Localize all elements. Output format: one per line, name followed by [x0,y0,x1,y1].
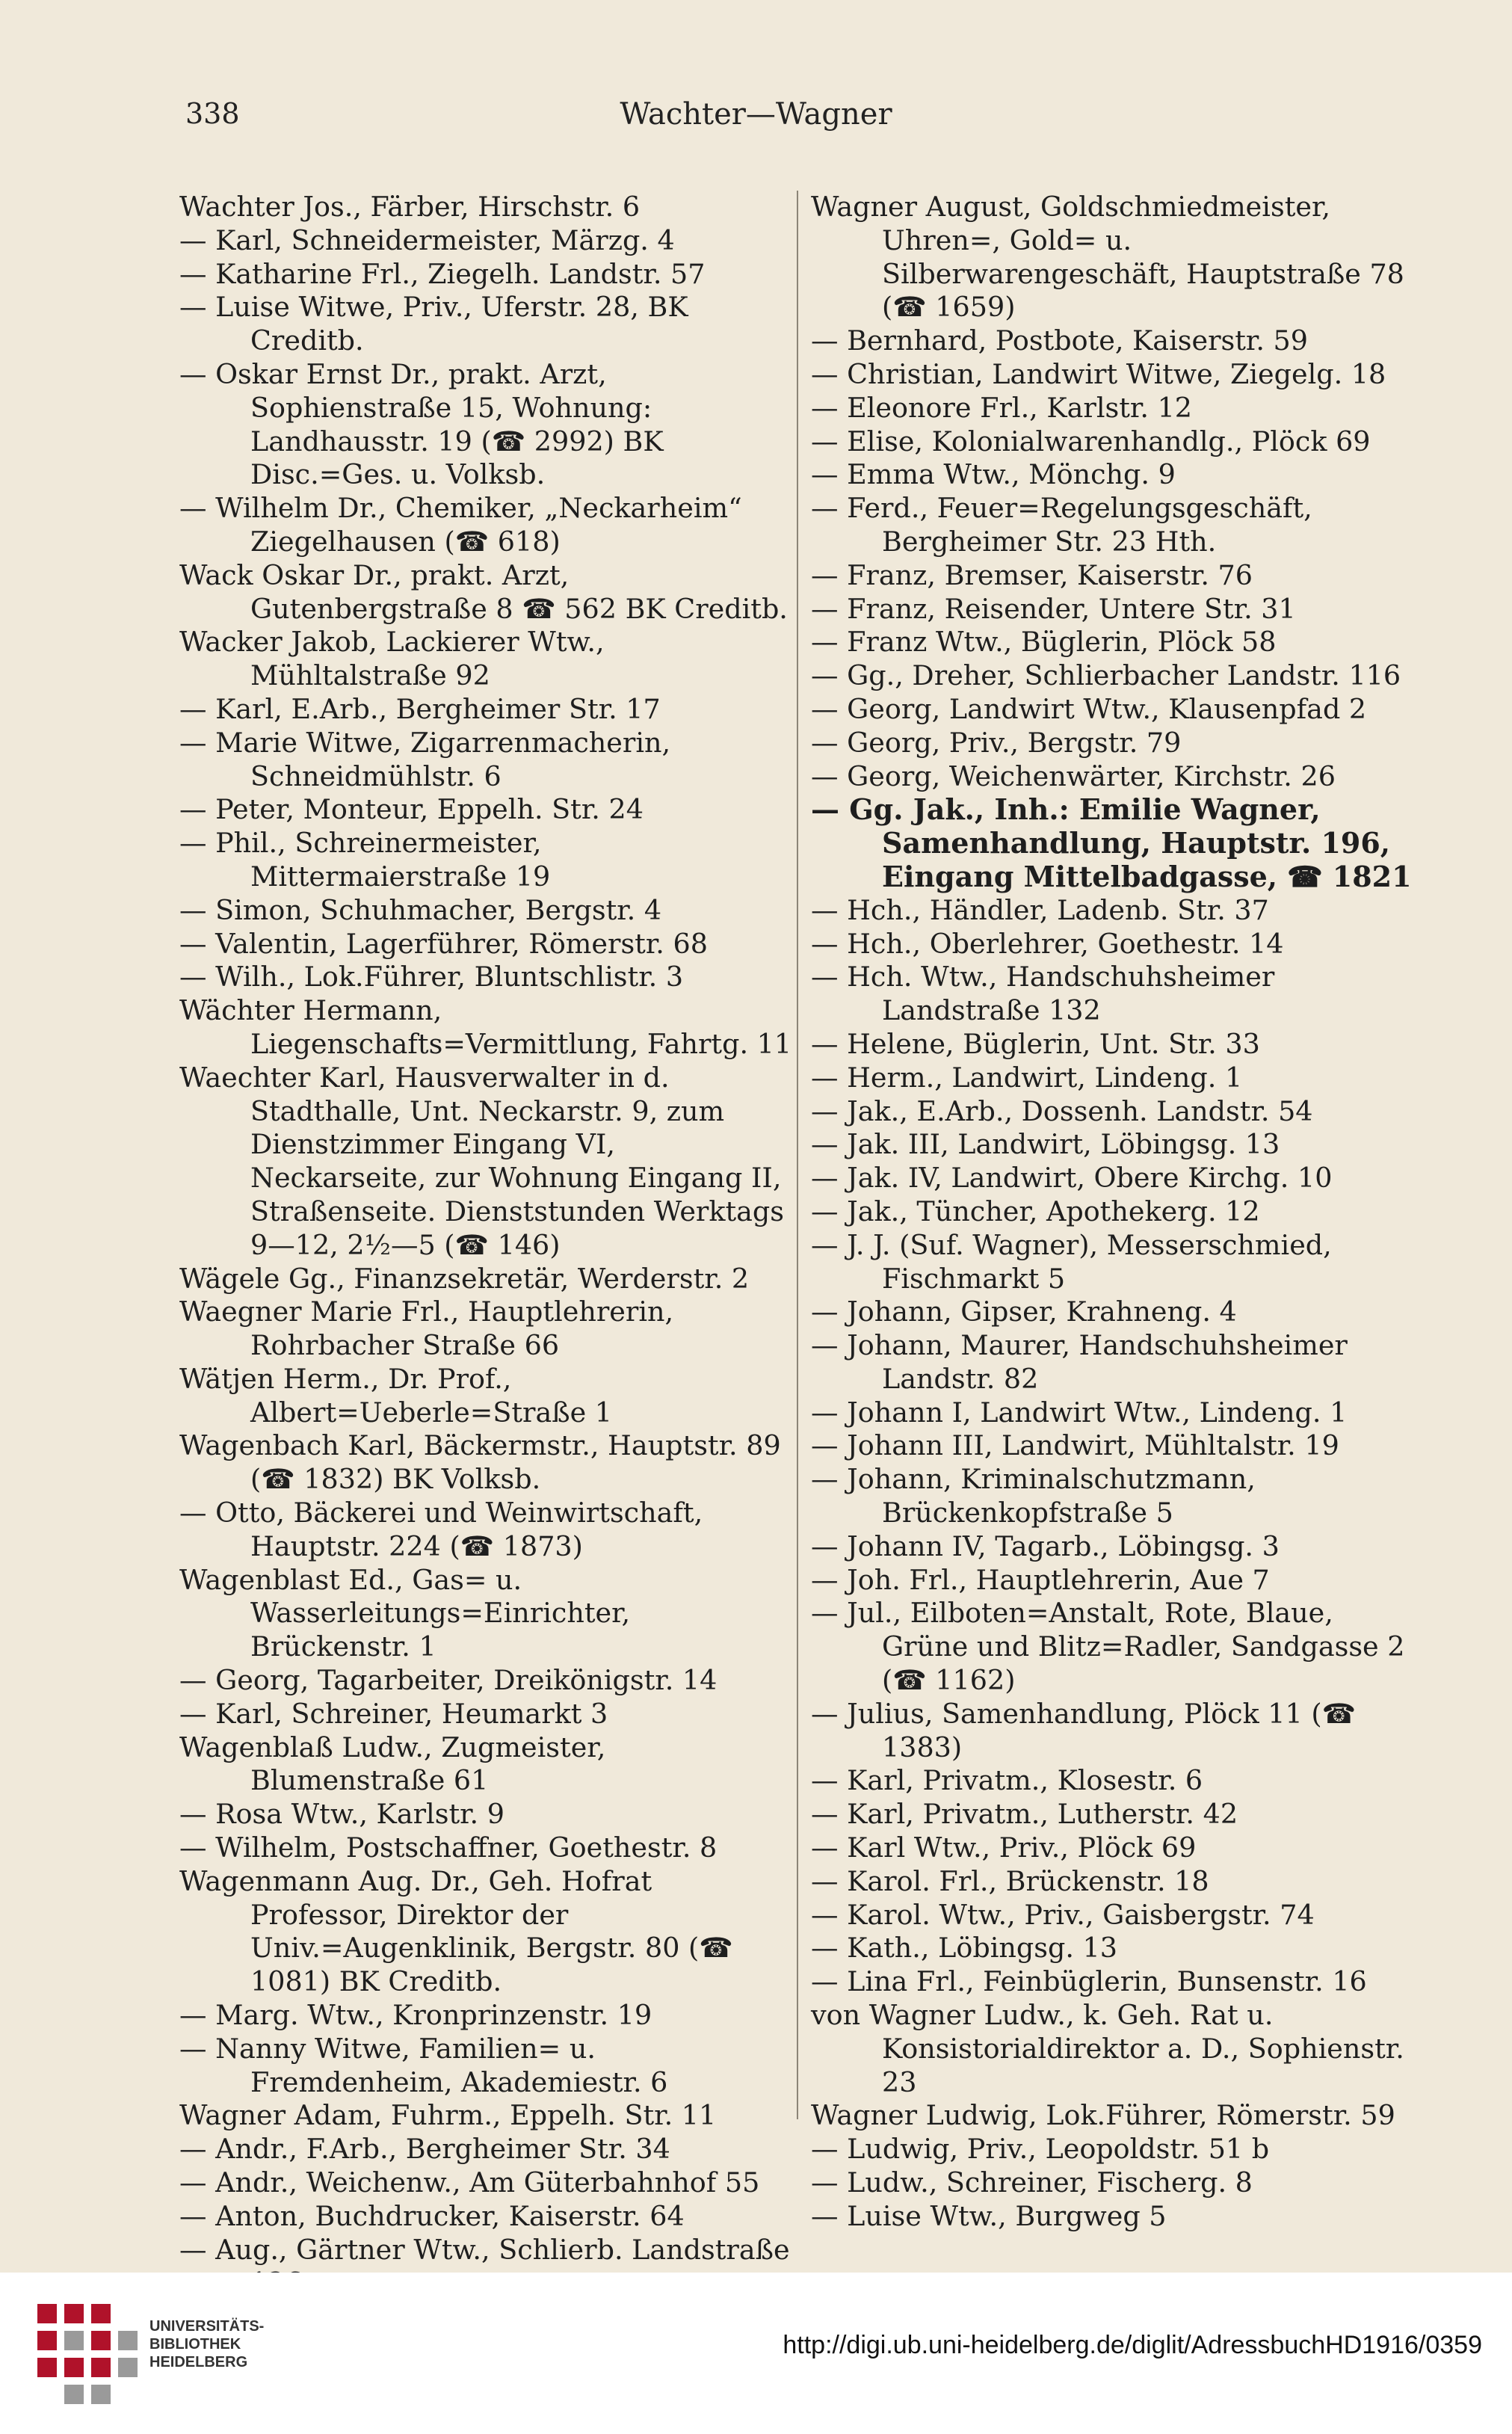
directory-entry: — Johann IV, Tagarb., Löbingsg. 3 [811,1529,1280,1562]
directory-entry: — Jak. III, Landwirt, Löbingsg. 13 [811,1128,1280,1161]
directory-entry: — Julius, Samenhandlung, Plöck 11 (☎ 1383) [811,1697,1365,1763]
directory-entry: — Karl Wtw., Priv., Plöck 69 [811,1831,1197,1864]
directory-entry: — Franz Wtw., Büglerin, Plöck 58 [811,626,1277,659]
directory-entry: — Elise, Kolonialwarenhandlg., Plöck 69 [811,425,1371,457]
directory-entry: — Jak., Tüncher, Apothekerg. 12 [811,1195,1260,1227]
source-url[interactable]: http://digi.ub.uni-heidelberg.de/diglit/AdressbuchHD1916/0359 [783,2331,1482,2359]
directory-entry: — Ludwig, Priv., Leopoldstr. 51 b [811,2133,1270,2166]
directory-entry: — Valentin, Lagerführer, Römerstr. 68 [179,927,708,960]
directory-entry: — Nanny Witwe, Familien= u. Fremdenheim, Akademiestr. 6 [179,2032,668,2098]
directory-entry: — Christian, Landwirt Witwe, Ziegelg. 18 [811,357,1386,390]
directory-entry: — Oskar Ernst Dr., prakt. Arzt, Sophienstraße 15, Wohnung: Landhausstr. 19 (☎ 2992) BK Disc.=Ges. u. Volksb. [179,357,673,491]
directory-entry: — Johann III, Landwirt, Mühltalstr. 19 [811,1429,1339,1462]
directory-entry: — Wilhelm Dr., Chemiker, „Neckarheim“ Ziegelhausen (☎ 618) [179,492,751,558]
directory-entry: — Gg., Dreher, Schlierbacher Landstr. 116 [811,659,1401,692]
directory-entry: — Georg, Weichenwärter, Kirchstr. 26 [811,760,1336,792]
directory-entry: — Jul., Eilboten=Anstalt, Rote, Blaue, Grüne und Blitz=Radler, Sandgasse 2 (☎ 1162) [811,1597,1414,1697]
directory-entry: Wagenbach Karl, Bäckermstr., Hauptstr. 89 (☎ 1832) BK Volksb. [179,1429,790,1496]
directory-entry: — Johann, Kriminalschutzmann, Brückenkopfstraße 5 [811,1463,1265,1529]
directory-entry: — Herm., Landwirt, Lindeng. 1 [811,1061,1243,1094]
directory-entry: von Wagner Ludw., k. Geh. Rat u. Konsistorialdirektor a. D., Sophienstr. 23 [811,1999,1413,2098]
directory-entry: — Wilhelm, Postschaffner, Goethestr. 8 [179,1831,718,1864]
directory-entry: Wachter Jos., Färber, Hirschstr. 6 [179,191,641,223]
directory-entry: — Otto, Bäckerei und Weinwirtschaft, Hauptstr. 224 (☎ 1873) [179,1497,712,1562]
directory-entry: — Karl, Privatm., Klosestr. 6 [811,1764,1203,1797]
directory-entry: — Phil., Schreinermeister, Mittermaierstraße 19 [179,827,551,893]
directory-entry: — Joh. Frl., Hauptlehrerin, Aue 7 [811,1563,1270,1596]
directory-entry: — Georg, Tagarbeiter, Dreikönigstr. 14 [179,1664,718,1697]
directory-entry: — Johann, Gipser, Krahneng. 4 [811,1295,1237,1328]
directory-entry: — Karl, Schreiner, Heumarkt 3 [179,1697,608,1730]
directory-entry: Wägele Gg., Finanzsekretär, Werderstr. 2 [179,1262,750,1295]
column-divider [797,191,798,2119]
directory-entry: — Luise Wtw., Burgweg 5 [811,2199,1167,2232]
directory-entry: — Karl, Schneidermeister, Märzg. 4 [179,224,675,256]
directory-entry: — Simon, Schuhmacher, Bergstr. 4 [179,893,662,926]
directory-entry: — Karol. Frl., Brückenstr. 18 [811,1864,1209,1897]
directory-entry: — Hch., Oberlehrer, Goethestr. 14 [811,927,1284,960]
directory-entry: — Franz, Reisender, Untere Str. 31 [811,592,1296,625]
directory-entry: — Johann I, Landwirt Wtw., Lindeng. 1 [811,1396,1348,1429]
directory-entry: Waechter Karl, Hausverwalter in d. Stadthalle, Unt. Neckarstr. 9, zum Dienstzimmer Eingang VI, Neckarseite, zur Wohnung Eingang II, Straßenseite. Dienststunden Werktags 9—12, 2½—5 (☎ 146) [179,1061,793,1261]
directory-entry: — Lina Frl., Feinbüglerin, Bunsenstr. 16 [811,1965,1367,1998]
right-column [811,191,1428,2234]
directory-entry: Wagenblast Ed., Gas= u. Wasserleitungs=Einrichter, Brückenstr. 1 [179,1563,639,1663]
running-head: Wachter—Wagner [620,97,892,132]
directory-entry: — Kath., Löbingsg. 13 [811,1932,1117,1965]
directory-entry: Wächter Hermann, Liegenschafts=Vermittlung, Fahrtg. 11 [179,994,792,1060]
directory-entry: Waegner Marie Frl., Hauptlehrerin, Rohrbacher Straße 66 [179,1295,682,1362]
library-name-line: UNIVERSITÄTS- [149,2318,265,2335]
directory-entry: — Marie Witwe, Zigarrenmacherin, Schneidmühlstr. 6 [179,726,679,792]
directory-entry: Wätjen Herm., Dr. Prof., Albert=Ueberle=Straße 1 [179,1362,613,1429]
directory-entry: Wagner August, Goldschmiedmeister, Uhren=, Gold= u. Silberwarengeschäft, Hauptstraße 78 (☎ 1659) [811,191,1413,324]
directory-entry: — Ferd., Feuer=Regelungsgeschäft, Bergheimer Str. 23 Hth. [811,492,1321,558]
library-logo-icon [30,2296,142,2409]
directory-entry: — Anton, Buchdrucker, Kaiserstr. 64 [179,2199,685,2232]
directory-entry: — Bernhard, Postbote, Kaiserstr. 59 [811,324,1309,357]
library-name-line: BIBLIOTHEK [149,2336,241,2353]
directory-entry: Wack Oskar Dr., prakt. Arzt, Gutenbergstraße 8 ☎ 562 BK Creditb. [179,558,788,625]
directory-entry: — Emma Wtw., Mönchg. 9 [811,458,1176,491]
directory-entry: Wagenblaß Ludw., Zugmeister, Blumenstraße 61 [179,1731,614,1797]
directory-entry: — Johann, Maurer, Handschuhsheimer Landstr. 82 [811,1329,1357,1395]
directory-entry: — Katharine Frl., Ziegelh. Landstr. 57 [179,257,706,290]
directory-entry: Wagner Ludwig, Lok.Führer, Römerstr. 59 [811,2099,1395,2132]
directory-entry: Wacker Jakob, Lackierer Wtw., Mühltalstraße 92 [179,626,614,692]
directory-entry: — Karl, Privatm., Lutherstr. 42 [811,1798,1238,1831]
directory-entry: — Rosa Wtw., Karlstr. 9 [179,1798,504,1831]
directory-entry: — Franz, Bremser, Kaiserstr. 76 [811,558,1253,591]
directory-entry: — Ludw., Schreiner, Fischerg. 8 [811,2166,1253,2199]
left-column [179,191,796,2300]
directory-entry: — Luise Witwe, Priv., Uferstr. 28, BK Creditb. [179,291,697,357]
directory-entry: — Georg, Landwirt Wtw., Klausenpfad 2 [811,692,1367,725]
directory-entry: — Gg. Jak., Inh.: Emilie Wagner, Samenhandlung, Hauptstr. 196, Eingang Mittelbadgasse, ☎ 1821 [811,792,1412,893]
directory-entry: — Hch., Händler, Ladenb. Str. 37 [811,893,1269,926]
directory-entry: Wagner Adam, Fuhrm., Eppelh. Str. 11 [179,2099,717,2132]
library-name-line: HEIDELBERG [149,2354,248,2370]
directory-entry: — J. J. (Suf. Wagner), Messerschmied, Fischmarkt 5 [811,1228,1341,1295]
footer [0,2273,1512,2434]
directory-entry: — Andr., Weichenw., Am Güterbahnhof 55 [179,2166,760,2199]
directory-entry: — Marg. Wtw., Kronprinzenstr. 19 [179,1999,652,2032]
page-header [0,97,1512,142]
directory-entry: — Karl, E.Arb., Bergheimer Str. 17 [179,692,661,725]
directory-entry: — Jak., E.Arb., Dossenh. Landstr. 54 [811,1094,1313,1127]
directory-entry: — Wilh., Lok.Führer, Bluntschlistr. 3 [179,961,684,993]
directory-entry: — Eleonore Frl., Karlstr. 12 [811,391,1193,424]
directory-entry: — Jak. IV, Landwirt, Obere Kirchg. 10 [811,1162,1333,1195]
directory-entry: — Aug., Gärtner Wtw., Schlierb. Landstraße [179,2233,790,2266]
directory-entry: — Andr., F.Arb., Bergheimer Str. 34 [179,2133,670,2166]
directory-entry: Wagenmann Aug. Dr., Geh. Hofrat Professor, Direktor der Univ.=Augenklinik, Bergstr. 80 (☎ 1081) BK Creditb. [179,1864,742,1998]
directory-entry: — Hch. Wtw., Handschuhsheimer Landstraße 132 [811,961,1283,1027]
directory-entry: — Peter, Monteur, Eppelh. Str. 24 [179,793,644,826]
page-number: 338 [185,97,240,130]
directory-entry: — Karol. Wtw., Priv., Gaisbergstr. 74 [811,1898,1315,1931]
library-name [149,2317,264,2371]
directory-entry: — Georg, Priv., Bergstr. 79 [811,726,1182,759]
directory-entry: — Helene, Büglerin, Unt. Str. 33 [811,1027,1260,1060]
